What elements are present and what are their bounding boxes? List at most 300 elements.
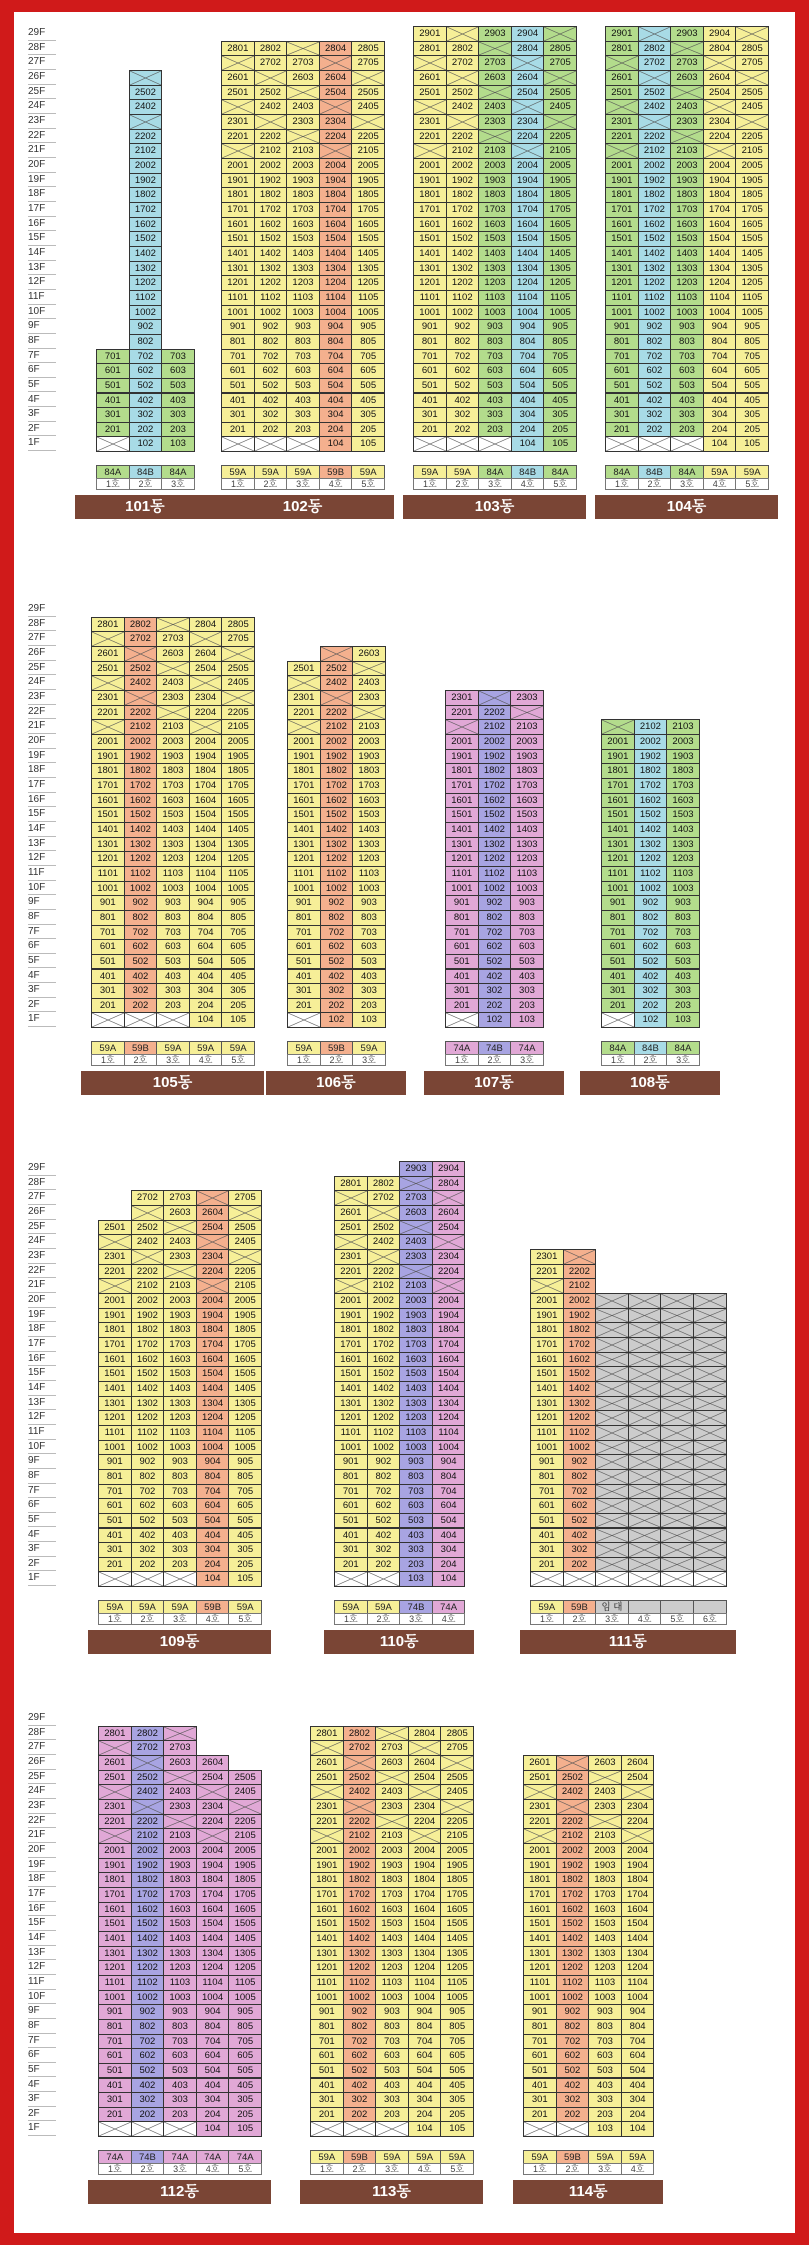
unit-cell[interactable]: 903 <box>478 319 512 335</box>
unit-cell[interactable]: 1201 <box>413 275 447 291</box>
unit-cell[interactable]: 2001 <box>98 1293 132 1309</box>
unit-cell[interactable]: 302 <box>254 407 288 423</box>
unit-cell[interactable] <box>735 26 769 42</box>
unit-cell[interactable]: 805 <box>228 1469 262 1485</box>
unit-cell[interactable]: 2205 <box>228 1814 262 1830</box>
unit-cell[interactable]: 1402 <box>478 822 512 838</box>
unit-cell[interactable]: 1205 <box>228 1410 262 1426</box>
unit-cell[interactable] <box>287 719 321 735</box>
unit-cell[interactable] <box>595 1440 629 1456</box>
unit-cell[interactable]: 2005 <box>228 1293 262 1309</box>
unit-cell[interactable]: 404 <box>432 1528 466 1544</box>
unit-cell[interactable]: 1202 <box>254 275 288 291</box>
unit-cell[interactable] <box>408 1740 442 1756</box>
unit-cell[interactable]: 1801 <box>98 1872 132 1888</box>
unit-cell[interactable]: 603 <box>286 363 320 379</box>
unit-cell[interactable] <box>523 2121 557 2137</box>
unit-cell[interactable]: 503 <box>478 378 512 394</box>
unit-cell[interactable]: 2504 <box>319 85 353 101</box>
unit-cell[interactable] <box>286 85 320 101</box>
unit-cell[interactable]: 803 <box>156 910 190 926</box>
unit-cell[interactable]: 2301 <box>98 1249 132 1265</box>
unit-cell[interactable] <box>189 675 223 691</box>
unit-cell[interactable]: 2003 <box>399 1293 433 1309</box>
unit-cell[interactable]: 1101 <box>98 1425 132 1441</box>
unit-cell[interactable]: 1204 <box>196 1960 230 1976</box>
unit-cell[interactable] <box>693 1469 727 1485</box>
unit-cell[interactable]: 1002 <box>563 1440 597 1456</box>
unit-cell[interactable]: 1504 <box>196 1916 230 1932</box>
unit-cell[interactable]: 2601 <box>523 1755 557 1771</box>
unit-cell[interactable] <box>478 436 512 452</box>
unit-cell[interactable]: 305 <box>440 2092 474 2108</box>
unit-cell[interactable]: 2002 <box>343 1843 377 1859</box>
unit-cell[interactable]: 2805 <box>735 41 769 57</box>
unit-cell[interactable]: 1701 <box>523 1887 557 1903</box>
unit-cell[interactable]: 1001 <box>605 305 639 321</box>
unit-cell[interactable]: 401 <box>96 393 130 409</box>
unit-cell[interactable]: 2501 <box>91 661 125 677</box>
unit-cell[interactable]: 1603 <box>670 217 704 233</box>
unit-cell[interactable]: 901 <box>91 895 125 911</box>
unit-cell[interactable] <box>320 646 354 662</box>
unit-cell[interactable]: 801 <box>98 2019 132 2035</box>
unit-cell[interactable]: 401 <box>601 969 635 985</box>
unit-cell[interactable]: 503 <box>352 954 386 970</box>
unit-cell[interactable] <box>351 70 385 86</box>
unit-cell[interactable]: 1501 <box>334 1366 368 1382</box>
unit-cell[interactable]: 801 <box>530 1469 564 1485</box>
unit-cell[interactable]: 2403 <box>478 99 512 115</box>
unit-cell[interactable]: 1103 <box>588 1975 622 1991</box>
unit-cell[interactable]: 203 <box>286 422 320 438</box>
unit-cell[interactable]: 104 <box>196 1571 230 1587</box>
unit-cell[interactable] <box>446 26 480 42</box>
unit-cell[interactable]: 401 <box>523 2078 557 2094</box>
unit-cell[interactable]: 1201 <box>445 851 479 867</box>
unit-cell[interactable]: 1204 <box>408 1960 442 1976</box>
unit-cell[interactable] <box>628 1469 662 1485</box>
unit-cell[interactable]: 1003 <box>478 305 512 321</box>
unit-cell[interactable]: 2202 <box>129 129 163 145</box>
unit-cell[interactable]: 1903 <box>478 173 512 189</box>
unit-cell[interactable]: 1205 <box>351 275 385 291</box>
unit-cell[interactable]: 901 <box>605 319 639 335</box>
unit-cell[interactable]: 1303 <box>352 837 386 853</box>
unit-cell[interactable]: 904 <box>196 2004 230 2020</box>
unit-cell[interactable]: 2804 <box>408 1726 442 1742</box>
unit-cell[interactable]: 2804 <box>189 617 223 633</box>
unit-cell[interactable]: 1902 <box>131 1308 165 1324</box>
unit-cell[interactable]: 2502 <box>320 661 354 677</box>
unit-cell[interactable]: 1301 <box>445 837 479 853</box>
unit-cell[interactable]: 903 <box>163 2004 197 2020</box>
unit-cell[interactable] <box>595 1366 629 1382</box>
unit-cell[interactable]: 1501 <box>287 807 321 823</box>
unit-cell[interactable]: 1304 <box>189 837 223 853</box>
unit-cell[interactable]: 1103 <box>352 866 386 882</box>
unit-cell[interactable]: 404 <box>319 393 353 409</box>
unit-cell[interactable]: 504 <box>408 2063 442 2079</box>
unit-cell[interactable]: 301 <box>91 983 125 999</box>
unit-cell[interactable]: 1002 <box>129 305 163 321</box>
unit-cell[interactable]: 2201 <box>605 129 639 145</box>
unit-cell[interactable]: 802 <box>343 2019 377 2035</box>
unit-cell[interactable]: 2304 <box>196 1799 230 1815</box>
unit-cell[interactable]: 1704 <box>196 1887 230 1903</box>
unit-cell[interactable]: 1902 <box>320 749 354 765</box>
unit-cell[interactable]: 2901 <box>413 26 447 42</box>
unit-cell[interactable]: 1704 <box>511 202 545 218</box>
unit-cell[interactable]: 301 <box>605 407 639 423</box>
unit-cell[interactable]: 703 <box>163 2034 197 2050</box>
unit-cell[interactable]: 504 <box>432 1513 466 1529</box>
unit-cell[interactable]: 1201 <box>310 1960 344 1976</box>
unit-cell[interactable]: 1204 <box>432 1410 466 1426</box>
unit-cell[interactable]: 805 <box>221 910 255 926</box>
unit-cell[interactable]: 1804 <box>189 763 223 779</box>
unit-cell[interactable]: 105 <box>351 436 385 452</box>
unit-cell[interactable]: 405 <box>221 969 255 985</box>
unit-cell[interactable]: 2005 <box>543 158 577 174</box>
unit-cell[interactable]: 603 <box>478 363 512 379</box>
unit-cell[interactable]: 1905 <box>228 1858 262 1874</box>
unit-cell[interactable]: 1005 <box>228 1440 262 1456</box>
unit-cell[interactable]: 905 <box>228 1454 262 1470</box>
unit-cell[interactable]: 2303 <box>399 1249 433 1265</box>
unit-cell[interactable]: 303 <box>375 2092 409 2108</box>
unit-cell[interactable] <box>523 1784 557 1800</box>
unit-cell[interactable]: 2804 <box>511 41 545 57</box>
unit-cell[interactable]: 402 <box>478 969 512 985</box>
unit-cell[interactable]: 601 <box>601 939 635 955</box>
unit-cell[interactable]: 2502 <box>254 85 288 101</box>
unit-cell[interactable]: 1602 <box>478 793 512 809</box>
unit-cell[interactable]: 902 <box>446 319 480 335</box>
unit-cell[interactable]: 104 <box>432 1571 466 1587</box>
unit-cell[interactable]: 2402 <box>343 1784 377 1800</box>
unit-cell[interactable]: 201 <box>287 998 321 1014</box>
unit-cell[interactable]: 1004 <box>196 1440 230 1456</box>
unit-cell[interactable]: 401 <box>98 2078 132 2094</box>
unit-cell[interactable]: 1603 <box>588 1902 622 1918</box>
unit-cell[interactable]: 505 <box>228 2063 262 2079</box>
unit-cell[interactable]: 502 <box>478 954 512 970</box>
unit-cell[interactable]: 203 <box>670 422 704 438</box>
unit-cell[interactable] <box>440 1755 474 1771</box>
unit-cell[interactable] <box>163 1264 197 1280</box>
unit-cell[interactable] <box>693 1557 727 1573</box>
unit-cell[interactable]: 2604 <box>621 1755 655 1771</box>
unit-cell[interactable]: 1603 <box>510 793 544 809</box>
unit-cell[interactable]: 1704 <box>432 1337 466 1353</box>
unit-cell[interactable]: 1001 <box>98 1990 132 2006</box>
unit-cell[interactable]: 601 <box>98 2048 132 2064</box>
unit-cell[interactable]: 1302 <box>320 837 354 853</box>
unit-cell[interactable]: 2004 <box>408 1843 442 1859</box>
unit-cell[interactable]: 701 <box>98 1484 132 1500</box>
unit-cell[interactable]: 1703 <box>666 778 700 794</box>
unit-cell[interactable]: 1401 <box>221 246 255 262</box>
unit-cell[interactable]: 1805 <box>351 187 385 203</box>
unit-cell[interactable]: 701 <box>334 1484 368 1500</box>
unit-cell[interactable]: 701 <box>530 1484 564 1500</box>
unit-cell[interactable] <box>660 1528 694 1544</box>
unit-cell[interactable]: 702 <box>638 349 672 365</box>
unit-cell[interactable]: 604 <box>621 2048 655 2064</box>
unit-cell[interactable]: 1405 <box>228 1931 262 1947</box>
unit-cell[interactable]: 801 <box>413 334 447 350</box>
unit-cell[interactable]: 2003 <box>163 1293 197 1309</box>
unit-cell[interactable]: 402 <box>131 1528 165 1544</box>
unit-cell[interactable]: 1501 <box>445 807 479 823</box>
unit-cell[interactable]: 1401 <box>445 822 479 838</box>
unit-cell[interactable]: 2005 <box>735 158 769 174</box>
unit-cell[interactable]: 1803 <box>163 1322 197 1338</box>
unit-cell[interactable]: 901 <box>530 1454 564 1470</box>
unit-cell[interactable]: 2105 <box>221 719 255 735</box>
unit-cell[interactable]: 2604 <box>511 70 545 86</box>
unit-cell[interactable]: 1302 <box>478 837 512 853</box>
unit-cell[interactable]: 2703 <box>156 631 190 647</box>
unit-cell[interactable]: 304 <box>408 2092 442 2108</box>
unit-cell[interactable]: 2202 <box>556 1814 590 1830</box>
unit-cell[interactable]: 2301 <box>98 1799 132 1815</box>
unit-cell[interactable]: 2002 <box>320 734 354 750</box>
unit-cell[interactable]: 2301 <box>605 114 639 130</box>
unit-cell[interactable]: 2804 <box>432 1176 466 1192</box>
unit-cell[interactable]: 1001 <box>221 305 255 321</box>
unit-cell[interactable]: 1104 <box>511 290 545 306</box>
unit-cell[interactable] <box>595 1571 629 1587</box>
unit-cell[interactable]: 1004 <box>621 1990 655 2006</box>
unit-cell[interactable]: 1902 <box>254 173 288 189</box>
unit-cell[interactable]: 1302 <box>131 1396 165 1412</box>
unit-cell[interactable]: 501 <box>445 954 479 970</box>
unit-cell[interactable] <box>660 1293 694 1309</box>
unit-cell[interactable]: 2205 <box>228 1264 262 1280</box>
unit-cell[interactable]: 304 <box>432 1542 466 1558</box>
unit-cell[interactable]: 2403 <box>163 1784 197 1800</box>
unit-cell[interactable]: 1901 <box>91 749 125 765</box>
unit-cell[interactable]: 1602 <box>638 217 672 233</box>
unit-cell[interactable]: 1404 <box>621 1931 655 1947</box>
unit-cell[interactable]: 1505 <box>440 1916 474 1932</box>
unit-cell[interactable]: 1503 <box>588 1916 622 1932</box>
unit-cell[interactable]: 2703 <box>286 55 320 71</box>
unit-cell[interactable]: 2504 <box>189 661 223 677</box>
unit-cell[interactable]: 1401 <box>91 822 125 838</box>
unit-cell[interactable]: 1302 <box>124 837 158 853</box>
unit-cell[interactable]: 505 <box>543 378 577 394</box>
unit-cell[interactable] <box>375 1770 409 1786</box>
unit-cell[interactable]: 2002 <box>129 158 163 174</box>
unit-cell[interactable]: 1501 <box>221 231 255 247</box>
unit-cell[interactable]: 1402 <box>556 1931 590 1947</box>
unit-cell[interactable]: 904 <box>432 1454 466 1470</box>
unit-cell[interactable]: 702 <box>343 2034 377 2050</box>
unit-cell[interactable]: 2402 <box>367 1234 401 1250</box>
unit-cell[interactable]: 1204 <box>189 851 223 867</box>
unit-cell[interactable]: 1802 <box>367 1322 401 1338</box>
unit-cell[interactable]: 703 <box>163 1484 197 1500</box>
unit-cell[interactable]: 402 <box>343 2078 377 2094</box>
unit-cell[interactable]: 705 <box>735 349 769 365</box>
unit-cell[interactable] <box>413 55 447 71</box>
unit-cell[interactable]: 501 <box>530 1513 564 1529</box>
unit-cell[interactable]: 1403 <box>163 1381 197 1397</box>
unit-cell[interactable]: 2204 <box>511 129 545 145</box>
unit-cell[interactable]: 1902 <box>634 749 668 765</box>
unit-cell[interactable]: 1302 <box>131 1946 165 1962</box>
unit-cell[interactable]: 601 <box>530 1498 564 1514</box>
unit-cell[interactable]: 2601 <box>310 1755 344 1771</box>
unit-cell[interactable]: 1803 <box>670 187 704 203</box>
unit-cell[interactable]: 203 <box>666 998 700 1014</box>
unit-cell[interactable] <box>693 1366 727 1382</box>
unit-cell[interactable]: 1402 <box>343 1931 377 1947</box>
unit-cell[interactable] <box>595 1308 629 1324</box>
unit-cell[interactable]: 701 <box>413 349 447 365</box>
unit-cell[interactable]: 2603 <box>670 70 704 86</box>
unit-cell[interactable]: 705 <box>543 349 577 365</box>
unit-cell[interactable] <box>628 1293 662 1309</box>
unit-cell[interactable]: 2501 <box>334 1220 368 1236</box>
unit-cell[interactable]: 1105 <box>543 290 577 306</box>
unit-cell[interactable]: 702 <box>124 925 158 941</box>
unit-cell[interactable]: 1702 <box>343 1887 377 1903</box>
unit-cell[interactable]: 902 <box>638 319 672 335</box>
unit-cell[interactable]: 2805 <box>351 41 385 57</box>
unit-cell[interactable]: 1003 <box>588 1990 622 2006</box>
unit-cell[interactable]: 1003 <box>352 881 386 897</box>
unit-cell[interactable]: 1701 <box>605 202 639 218</box>
unit-cell[interactable]: 702 <box>320 925 354 941</box>
unit-cell[interactable]: 2301 <box>334 1249 368 1265</box>
unit-cell[interactable] <box>343 1755 377 1771</box>
unit-cell[interactable]: 1501 <box>310 1916 344 1932</box>
unit-cell[interactable]: 1002 <box>131 1990 165 2006</box>
unit-cell[interactable] <box>595 1528 629 1544</box>
unit-cell[interactable]: 1205 <box>221 851 255 867</box>
unit-cell[interactable]: 1003 <box>510 881 544 897</box>
unit-cell[interactable]: 201 <box>523 2107 557 2123</box>
unit-cell[interactable]: 303 <box>163 1542 197 1558</box>
unit-cell[interactable]: 1004 <box>432 1440 466 1456</box>
unit-cell[interactable]: 1804 <box>621 1872 655 1888</box>
unit-cell[interactable]: 302 <box>124 983 158 999</box>
unit-cell[interactable] <box>595 1513 629 1529</box>
unit-cell[interactable]: 1203 <box>375 1960 409 1976</box>
unit-cell[interactable]: 1602 <box>131 1352 165 1368</box>
unit-cell[interactable]: 2505 <box>543 85 577 101</box>
unit-cell[interactable]: 2402 <box>320 675 354 691</box>
unit-cell[interactable]: 603 <box>399 1498 433 1514</box>
unit-cell[interactable] <box>670 85 704 101</box>
unit-cell[interactable]: 904 <box>196 1454 230 1470</box>
unit-cell[interactable]: 903 <box>156 895 190 911</box>
unit-cell[interactable]: 1501 <box>413 231 447 247</box>
unit-cell[interactable] <box>367 1571 401 1587</box>
unit-cell[interactable]: 2703 <box>478 55 512 71</box>
unit-cell[interactable]: 404 <box>621 2078 655 2094</box>
unit-cell[interactable]: 1705 <box>543 202 577 218</box>
unit-cell[interactable]: 2004 <box>319 158 353 174</box>
unit-cell[interactable]: 1105 <box>228 1425 262 1441</box>
unit-cell[interactable]: 102 <box>478 1012 512 1028</box>
unit-cell[interactable]: 904 <box>189 895 223 911</box>
unit-cell[interactable]: 1502 <box>367 1366 401 1382</box>
unit-cell[interactable] <box>96 436 130 452</box>
unit-cell[interactable]: 2202 <box>131 1264 165 1280</box>
unit-cell[interactable]: 602 <box>343 2048 377 2064</box>
unit-cell[interactable]: 2903 <box>478 26 512 42</box>
unit-cell[interactable] <box>693 1440 727 1456</box>
unit-cell[interactable]: 1705 <box>228 1887 262 1903</box>
unit-cell[interactable]: 1702 <box>638 202 672 218</box>
unit-cell[interactable]: 1204 <box>621 1960 655 1976</box>
unit-cell[interactable]: 2004 <box>189 734 223 750</box>
unit-cell[interactable]: 605 <box>228 2048 262 2064</box>
unit-cell[interactable]: 2304 <box>408 1799 442 1815</box>
unit-cell[interactable]: 2505 <box>440 1770 474 1786</box>
unit-cell[interactable]: 703 <box>156 925 190 941</box>
unit-cell[interactable]: 1901 <box>98 1308 132 1324</box>
unit-cell[interactable]: 701 <box>445 925 479 941</box>
unit-cell[interactable]: 1502 <box>634 807 668 823</box>
unit-cell[interactable] <box>343 1799 377 1815</box>
unit-cell[interactable]: 1603 <box>399 1352 433 1368</box>
unit-cell[interactable]: 1203 <box>352 851 386 867</box>
unit-cell[interactable] <box>601 1012 635 1028</box>
unit-cell[interactable]: 703 <box>588 2034 622 2050</box>
unit-cell[interactable]: 1101 <box>445 866 479 882</box>
unit-cell[interactable]: 2702 <box>131 1190 165 1206</box>
unit-cell[interactable]: 1001 <box>445 881 479 897</box>
unit-cell[interactable]: 901 <box>98 1454 132 1470</box>
unit-cell[interactable]: 702 <box>556 2034 590 2050</box>
unit-cell[interactable] <box>98 1571 132 1587</box>
unit-cell[interactable] <box>670 436 704 452</box>
unit-cell[interactable]: 1401 <box>287 822 321 838</box>
unit-cell[interactable]: 1703 <box>163 1337 197 1353</box>
unit-cell[interactable]: 803 <box>375 2019 409 2035</box>
unit-cell[interactable]: 905 <box>735 319 769 335</box>
unit-cell[interactable]: 2405 <box>351 99 385 115</box>
unit-cell[interactable]: 104 <box>621 2121 655 2137</box>
unit-cell[interactable]: 2301 <box>413 114 447 130</box>
unit-cell[interactable]: 1801 <box>310 1872 344 1888</box>
unit-cell[interactable]: 2802 <box>343 1726 377 1742</box>
unit-cell[interactable]: 103 <box>399 1571 433 1587</box>
unit-cell[interactable] <box>367 1205 401 1221</box>
unit-cell[interactable] <box>91 1012 125 1028</box>
unit-cell[interactable] <box>478 690 512 706</box>
unit-cell[interactable]: 2105 <box>351 143 385 159</box>
unit-cell[interactable]: 404 <box>408 2078 442 2094</box>
unit-cell[interactable] <box>628 1410 662 1426</box>
unit-cell[interactable]: 2705 <box>543 55 577 71</box>
unit-cell[interactable] <box>693 1542 727 1558</box>
unit-cell[interactable]: 2403 <box>163 1234 197 1250</box>
unit-cell[interactable]: 1802 <box>638 187 672 203</box>
unit-cell[interactable]: 801 <box>98 1469 132 1485</box>
unit-cell[interactable]: 1705 <box>228 1337 262 1353</box>
unit-cell[interactable]: 1003 <box>286 305 320 321</box>
unit-cell[interactable]: 1502 <box>478 807 512 823</box>
unit-cell[interactable]: 2403 <box>588 1784 622 1800</box>
unit-cell[interactable]: 601 <box>221 363 255 379</box>
